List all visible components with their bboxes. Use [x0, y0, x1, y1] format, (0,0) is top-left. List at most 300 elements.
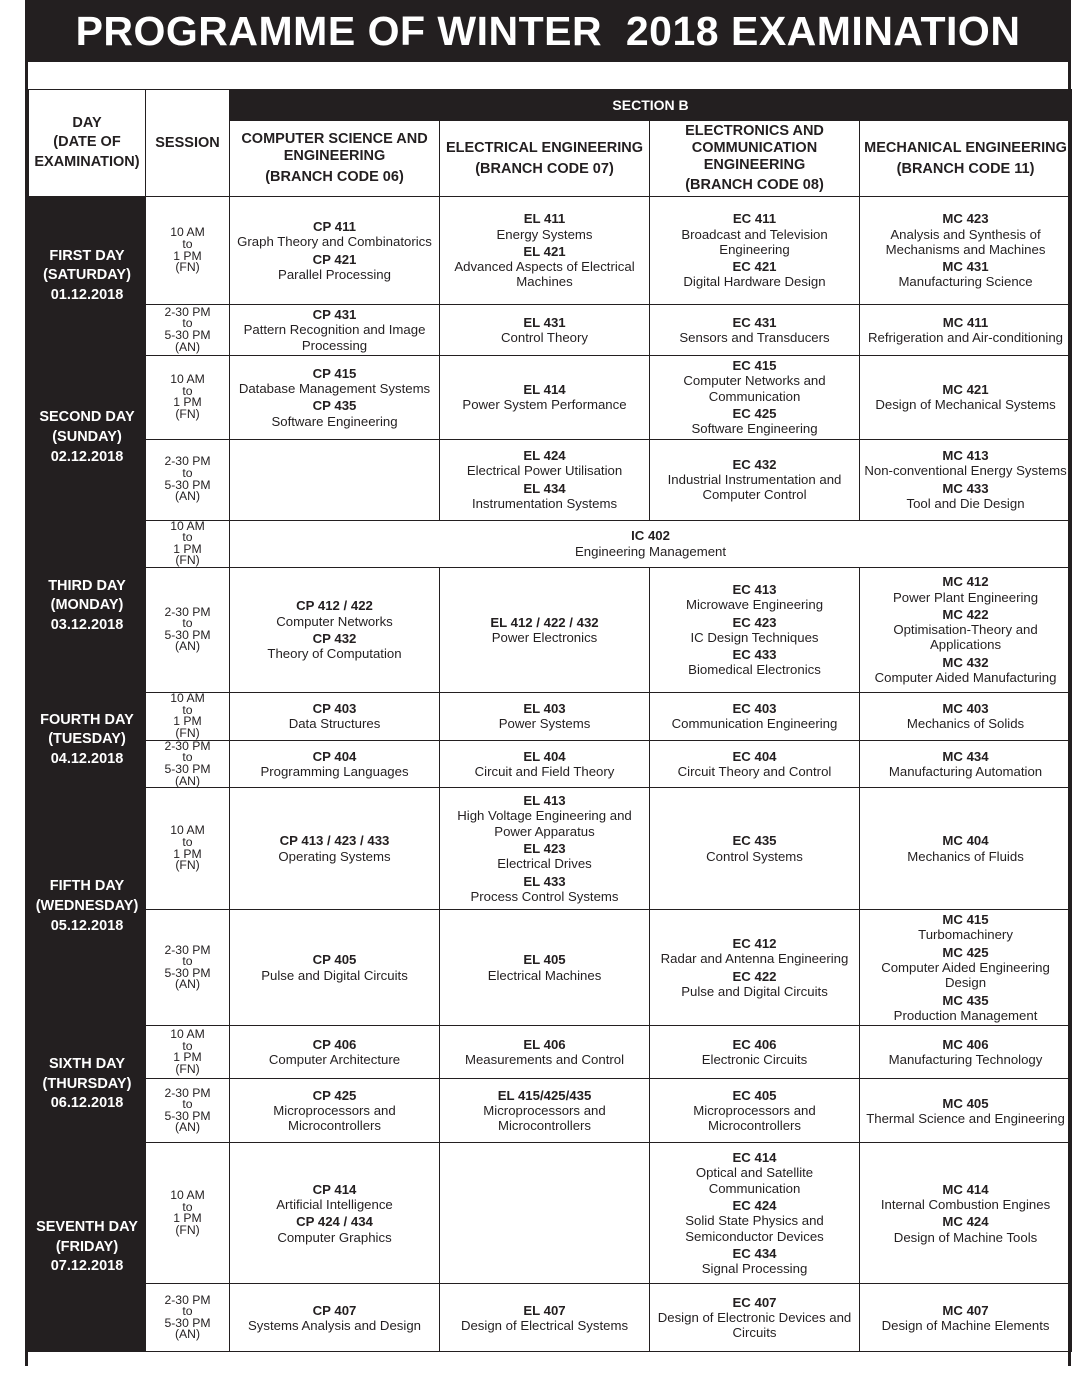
subject-name: Design of Machine Elements	[881, 1317, 1050, 1333]
day-label-line: (TUESDAY)	[48, 731, 126, 748]
exam-cell-ee	[440, 1143, 650, 1284]
subject-code: MC 412	[942, 574, 989, 590]
exam-entry	[652, 615, 857, 646]
exam-entry	[652, 1037, 857, 1068]
subject-name: Thermal Science and Engineering	[866, 1110, 1065, 1126]
session-text: to	[182, 750, 193, 765]
exam-entry	[442, 1037, 647, 1068]
subject-name: Computer Graphics	[277, 1229, 392, 1245]
subject-name: Digital Hardware Design	[683, 274, 826, 290]
subject-name: Solid State Physics and Semiconductor Devices	[685, 1213, 824, 1244]
session-text: (FN)	[175, 553, 200, 568]
session-text: (FN)	[175, 1061, 200, 1076]
exam-cell-me	[860, 692, 1072, 740]
subject-name: Design of Electrical Systems	[460, 1317, 629, 1333]
subject-code: MC 414	[942, 1181, 989, 1197]
subject-code: EC 411	[732, 211, 777, 227]
exam-cell-ece	[650, 1143, 860, 1284]
subject-name: Circuit Theory and Control	[677, 763, 832, 779]
exam-cell-cse	[230, 1026, 440, 1079]
exam-entry	[862, 1303, 1069, 1334]
session-text: 10 AM	[170, 225, 205, 240]
subject-code: MC 407	[942, 1302, 989, 1318]
exam-cell-ece	[650, 788, 860, 910]
exam-cell-ee	[440, 910, 650, 1026]
subject-name: Power System Performance	[462, 397, 627, 413]
session-text: to	[182, 835, 193, 850]
day-label-line: THIRD DAY	[48, 577, 126, 594]
session-fn	[146, 197, 230, 305]
subject-code: MC 415	[942, 912, 989, 928]
exam-entry	[652, 358, 857, 404]
subject-code: EL 411	[523, 211, 566, 227]
subject-code: CP 415	[312, 365, 357, 381]
day-label-line: (SUNDAY)	[52, 428, 122, 445]
exam-entry	[232, 219, 437, 250]
subject-name: Electrical Power Utilisation	[466, 463, 623, 479]
exam-entry	[232, 252, 437, 283]
session-text: 1 PM	[173, 395, 202, 410]
exam-entry	[862, 993, 1069, 1024]
session-text: 5-30 PM	[164, 627, 211, 642]
subject-code: EC 415	[732, 357, 777, 373]
subject-name: Computer Architecture	[268, 1052, 401, 1068]
exam-entry	[862, 945, 1069, 991]
subject-code: EL 412 / 422 / 432	[490, 614, 599, 630]
exam-entry	[442, 874, 647, 905]
subject-name: Operating Systems	[278, 848, 391, 864]
session-fn	[146, 1026, 230, 1079]
session-text: (FN)	[175, 858, 200, 873]
session-text: 1 PM	[173, 714, 202, 729]
session-text: (FN)	[175, 1222, 200, 1237]
subject-name: Measurements and Control	[464, 1052, 625, 1068]
exam-cell-ee	[440, 740, 650, 787]
exam-entry	[442, 382, 647, 413]
session-text: (AN)	[174, 773, 201, 788]
subject-name: Non-conventional Energy Systems	[864, 463, 1067, 479]
exam-cell-ee	[440, 788, 650, 910]
exam-entry	[862, 211, 1069, 257]
subject-code: CP 412 / 422	[296, 598, 373, 614]
session-text: to	[182, 702, 193, 717]
subject-code: EL 403	[523, 701, 566, 716]
subject-code: MC 403	[942, 701, 989, 716]
exam-cell-ece	[650, 692, 860, 740]
exam-entry	[862, 833, 1069, 864]
subject-code: EL 406	[523, 1037, 566, 1052]
session-fn	[146, 355, 230, 439]
subject-name: Optimisation-Theory and Applications	[893, 622, 1038, 653]
subject-name: Circuit and Field Theory	[474, 763, 615, 779]
subject-name: Microprocessors and Microcontrollers	[483, 1103, 606, 1134]
session-text: 10 AM	[170, 372, 205, 387]
subject-name: Microprocessors and Microcontrollers	[693, 1103, 816, 1134]
subject-code: CP 404	[312, 748, 357, 764]
subject-code: CP 435	[312, 398, 357, 414]
day-label-line: 07.12.2018	[50, 1258, 124, 1275]
subject-name: Database Management Systems	[238, 380, 431, 396]
exam-entry	[862, 382, 1069, 413]
exam-entry	[652, 1150, 857, 1196]
exam-entry	[232, 631, 437, 662]
exam-cell-ece	[650, 740, 860, 787]
subject-code: MC 406	[942, 1037, 989, 1052]
exam-entry	[442, 749, 647, 780]
subject-name: Communication Engineering	[671, 716, 838, 732]
exam-cell-ee	[440, 567, 650, 692]
subject-name: Power Electronics	[491, 629, 598, 645]
exam-entry	[232, 1037, 437, 1068]
day-label-line: SECOND DAY	[39, 409, 135, 426]
exam-entry	[862, 1096, 1069, 1127]
session-text: 2-30 PM	[164, 1292, 211, 1307]
session-text: 2-30 PM	[164, 1085, 211, 1100]
exam-entry	[232, 701, 437, 732]
exam-cell-me	[860, 305, 1072, 356]
exam-entry	[232, 952, 437, 983]
exam-cell-ee	[440, 197, 650, 305]
exam-entry	[862, 607, 1069, 653]
subject-code: CP 406	[312, 1037, 357, 1052]
exam-cell-ece	[650, 1026, 860, 1079]
day-label	[29, 1143, 146, 1352]
exam-schedule-table	[28, 89, 1072, 1352]
table-row	[29, 567, 1072, 692]
session-fn	[146, 788, 230, 910]
table-row	[29, 1143, 1072, 1284]
session-an	[146, 305, 230, 356]
subject-code: EL 424	[523, 447, 566, 463]
exam-entry	[862, 655, 1069, 686]
subject-code: CP 431	[312, 307, 357, 322]
day-column-header: DAY (DATE OF EXAMINATION)	[29, 90, 146, 197]
session-an	[146, 1284, 230, 1352]
subject-code: EL 414	[523, 381, 566, 397]
schedule-body	[29, 197, 1072, 1352]
exam-entry	[652, 457, 857, 503]
session-text: 10 AM	[170, 1188, 205, 1203]
exam-cell-cse	[230, 197, 440, 305]
session-text: (FN)	[175, 406, 200, 421]
subject-name: Control Theory	[501, 329, 588, 345]
subject-name: Computer Networks and Communication	[683, 373, 826, 404]
subject-name: Design of Mechanical Systems	[875, 397, 1056, 413]
subject-name: Radar and Antenna Engineering	[660, 951, 849, 967]
subject-code: EC 431	[732, 314, 777, 330]
session-text: 5-30 PM	[164, 1315, 211, 1330]
subject-code: EC 435	[732, 833, 777, 849]
branch-header-ee: ELECTRICAL ENGINEERING (BRANCH CODE 07)	[440, 121, 650, 197]
session-text: 2-30 PM	[164, 454, 211, 469]
subject-code: EL 431	[523, 314, 566, 330]
exam-cell-cse	[230, 1143, 440, 1284]
session-text: 5-30 PM	[164, 761, 211, 776]
exam-cell-ee	[440, 1079, 650, 1143]
exam-entry	[652, 647, 857, 678]
session-text: (FN)	[175, 725, 200, 740]
subject-name: Manufacturing Automation	[888, 763, 1043, 779]
session-text: (AN)	[174, 639, 201, 654]
subject-name: Design of Machine Tools	[893, 1229, 1038, 1245]
exam-entry	[862, 481, 1069, 512]
day-label-line: (THURSDAY)	[42, 1075, 132, 1092]
subject-name: Computer Networks	[276, 613, 393, 629]
session-fn	[146, 520, 230, 567]
exam-entry	[652, 833, 857, 864]
subject-code: CP 424 / 434	[296, 1214, 373, 1230]
day-label	[29, 520, 146, 692]
subject-name: Theory of Computation	[267, 646, 402, 662]
subject-code: CP 403	[312, 701, 357, 716]
day-label	[29, 1026, 146, 1143]
exam-entry	[862, 701, 1069, 732]
subject-code: CP 413 / 423 / 433	[279, 833, 390, 849]
subject-code: EC 424	[732, 1198, 777, 1213]
session-text: 2-30 PM	[164, 740, 211, 753]
branch-header-me: MECHANICAL ENGINEERING (BRANCH CODE 11)	[860, 121, 1072, 197]
subject-name: Electrical Drives	[497, 856, 592, 872]
subject-name: Power Systems	[498, 716, 591, 732]
table-row	[29, 520, 1072, 567]
subject-name: Graph Theory and Combinatorics	[237, 234, 432, 250]
session-text: to	[182, 1199, 193, 1214]
day-label	[29, 788, 146, 1026]
exam-entry	[652, 1246, 857, 1277]
exam-cell-ee	[440, 305, 650, 356]
exam-entry	[652, 936, 857, 967]
exam-cell-ee	[440, 1284, 650, 1352]
exam-entry	[862, 1037, 1069, 1068]
session-text: (AN)	[174, 1327, 201, 1342]
exam-cell-cse	[230, 1079, 440, 1143]
exam-cell-cse	[230, 788, 440, 910]
exam-entry	[652, 1198, 857, 1244]
exam-entry	[232, 833, 437, 864]
exam-timetable-page	[25, 0, 1071, 1366]
subject-name: Turbomachinery	[918, 927, 1013, 943]
subject-code: EC 414	[732, 1150, 777, 1166]
exam-entry	[232, 1182, 437, 1213]
subject-code: EC 432	[732, 456, 777, 472]
exam-cell-cse	[230, 305, 440, 356]
day-label-line: (FRIDAY)	[55, 1238, 119, 1255]
session-text: 10 AM	[170, 692, 205, 706]
session-an	[146, 740, 230, 787]
subject-code: MC 432	[942, 654, 989, 670]
session-text: (FN)	[175, 260, 200, 275]
day-label	[29, 692, 146, 787]
subject-code: MC 435	[942, 992, 989, 1008]
exam-cell-ece	[650, 910, 860, 1026]
exam-entry	[652, 1088, 857, 1134]
subject-code: MC 405	[942, 1095, 989, 1111]
session-an	[146, 567, 230, 692]
session-fn	[146, 692, 230, 740]
exam-cell-cse	[230, 355, 440, 439]
exam-cell-cse	[230, 1284, 440, 1352]
session-an	[146, 1079, 230, 1143]
session-text: to	[182, 1097, 193, 1112]
session-text: 2-30 PM	[164, 304, 211, 319]
exam-cell-me	[860, 1026, 1072, 1079]
day-label-line: 01.12.2018	[50, 286, 124, 303]
exam-cell-ece	[650, 355, 860, 439]
subject-name: Manufacturing Technology	[888, 1052, 1043, 1068]
subject-name: Computer Aided Engineering Design	[881, 960, 1050, 991]
subject-name: Biomedical Electronics	[688, 662, 821, 678]
subject-code: EC 406	[732, 1037, 777, 1052]
page-title: PROGRAMME OF WINTER 2018 EXAMINATION	[75, 7, 1021, 54]
exam-cell-me	[860, 567, 1072, 692]
session-text: to	[182, 1038, 193, 1053]
subject-name: High Voltage Engineering and Power Apparatus	[457, 808, 632, 839]
subject-code: EL 407	[523, 1302, 566, 1318]
subject-code: IC 402	[631, 528, 670, 544]
exam-cell-me	[860, 197, 1072, 305]
subject-name: Electronic Circuits	[701, 1052, 808, 1068]
exam-entry	[652, 315, 857, 346]
exam-cell-cse	[230, 567, 440, 692]
session-text: 5-30 PM	[164, 327, 211, 342]
day-label-line: FIRST DAY	[49, 247, 125, 264]
session-text: 10 AM	[170, 823, 205, 838]
subject-code: EC 422	[732, 968, 777, 984]
subject-code: EC 421	[732, 259, 777, 275]
table-row	[29, 439, 1072, 520]
subject-name: Artificial Intelligence	[276, 1197, 393, 1212]
table-row	[29, 740, 1072, 787]
table-row	[29, 1284, 1072, 1352]
subject-code: MC 411	[942, 314, 989, 330]
exam-entry	[442, 315, 647, 346]
subject-name: Microprocessors and Microcontrollers	[273, 1103, 396, 1134]
timetable-sheet	[28, 62, 1068, 1366]
subject-name: Energy Systems	[496, 226, 593, 242]
exam-entry	[442, 841, 647, 872]
subject-name: Design of Electronic Devices and Circuits	[657, 1310, 852, 1341]
exam-cell-me	[860, 355, 1072, 439]
session-text: to	[182, 465, 193, 480]
subject-name: Software Engineering	[691, 421, 818, 437]
subject-name: Systems Analysis and Design	[248, 1317, 421, 1333]
subject-code: EL 415/425/435	[497, 1087, 592, 1103]
exam-entry	[862, 912, 1069, 943]
subject-name: Advanced Aspects of Electrical Machines	[454, 259, 635, 290]
subject-name: Pattern Recognition and Image Processing	[243, 322, 426, 353]
exam-entry	[442, 448, 647, 479]
subject-name: Tool and Die Design	[906, 495, 1025, 511]
subject-code: CP 432	[312, 630, 357, 646]
exam-cell-ece	[650, 305, 860, 356]
subject-name: Production Management	[893, 1008, 1038, 1023]
subject-name: Microwave Engineering	[685, 597, 824, 613]
exam-entry	[442, 615, 647, 646]
subject-code: EL 405	[523, 952, 566, 968]
session-text: 10 AM	[170, 1027, 205, 1042]
subject-name: Optical and Satellite Communication	[695, 1165, 814, 1196]
subject-code: EC 404	[732, 748, 777, 764]
session-text: 1 PM	[173, 1211, 202, 1226]
subject-name: IC Design Techniques	[690, 629, 819, 645]
day-label	[29, 355, 146, 520]
session-an	[146, 439, 230, 520]
subject-code: MC 423	[942, 211, 989, 227]
subject-code: MC 421	[942, 381, 989, 397]
subject-code: CP 407	[312, 1302, 357, 1318]
exam-cell-ece	[650, 197, 860, 305]
subject-name: Control Systems	[706, 848, 803, 864]
session-text: (AN)	[174, 977, 201, 992]
table-row	[29, 910, 1072, 1026]
subject-code: EC 433	[732, 647, 777, 663]
exam-cell-me	[860, 788, 1072, 910]
session-text: 5-30 PM	[164, 477, 211, 492]
day-label-line: (MONDAY)	[50, 597, 124, 614]
session-text: 5-30 PM	[164, 965, 211, 980]
session-text: to	[182, 954, 193, 969]
table-row	[29, 355, 1072, 439]
session-text: 1 PM	[173, 846, 202, 861]
exam-entry	[232, 366, 437, 397]
subject-name: Mechanics of Solids	[906, 716, 1025, 732]
exam-entry	[652, 749, 857, 780]
subject-code: EC 407	[732, 1294, 777, 1310]
exam-cell-ee	[440, 439, 650, 520]
exam-entry	[652, 969, 857, 1000]
subject-code: EC 403	[732, 701, 777, 716]
table-row	[29, 788, 1072, 910]
subject-code: EL 413	[523, 793, 566, 809]
subject-code: CP 421	[312, 251, 357, 267]
subject-code: MC 404	[942, 833, 989, 849]
exam-entry	[442, 1088, 647, 1134]
session-text: 2-30 PM	[164, 942, 211, 957]
subject-code: EL 421	[523, 243, 566, 259]
common-exam-cell	[230, 520, 1072, 567]
session-an	[146, 910, 230, 1026]
subject-name: Manufacturing Science	[898, 274, 1033, 290]
day-label-line: (WEDNESDAY)	[35, 897, 139, 914]
day-label-line: 04.12.2018	[50, 750, 124, 767]
table-row	[29, 305, 1072, 356]
session-text: to	[182, 383, 193, 398]
session-text: (AN)	[174, 1120, 201, 1135]
exam-entry	[862, 315, 1069, 346]
subject-code: MC 425	[942, 944, 989, 960]
subject-code: MC 422	[942, 606, 989, 622]
subject-code: EL 423	[523, 840, 566, 856]
exam-cell-ee	[440, 692, 650, 740]
exam-cell-me	[860, 740, 1072, 787]
exam-cell-cse	[230, 740, 440, 787]
subject-code: EL 434	[523, 480, 566, 496]
subject-code: EC 425	[732, 405, 777, 421]
subject-name: Electrical Machines	[487, 967, 602, 983]
table-row	[29, 1079, 1072, 1143]
subject-name: Analysis and Synthesis of Mechanisms and Machines	[885, 226, 1046, 257]
subject-code: EL 404	[523, 748, 566, 764]
day-label-line: SIXTH DAY	[48, 1055, 125, 1072]
subject-name: Refrigeration and Air-conditioning	[868, 329, 1064, 345]
exam-entry	[862, 448, 1069, 479]
exam-cell-me	[860, 1079, 1072, 1143]
subject-code: MC 433	[942, 480, 989, 496]
subject-code: MC 431	[942, 259, 989, 275]
exam-entry	[442, 701, 647, 732]
session-text: to	[182, 1304, 193, 1319]
exam-entry	[232, 598, 437, 629]
